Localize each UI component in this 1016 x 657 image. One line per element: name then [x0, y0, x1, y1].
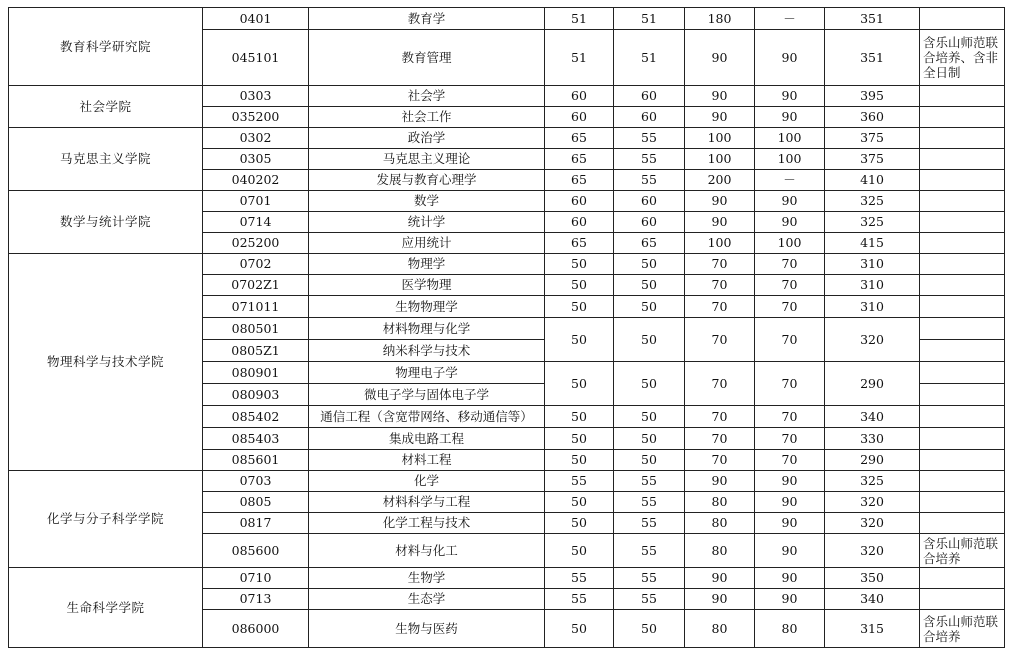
major-name: 教育学 [309, 8, 545, 30]
score-foreign-language: 60 [614, 212, 685, 233]
major-code: 0401 [203, 8, 309, 30]
score-politics: 55 [545, 568, 614, 589]
table-row [9, 128, 1005, 149]
college-cell: 教育科学研究院 [9, 8, 203, 86]
major-name: 数学 [309, 191, 545, 212]
major-code: 035200 [203, 107, 309, 128]
score-foreign-language: 55 [614, 492, 685, 513]
note-cell [920, 254, 1005, 275]
major-code: 0710 [203, 568, 309, 589]
score-subject-2: 90 [755, 568, 825, 589]
major-name: 医学物理 [309, 275, 545, 296]
note-cell [920, 471, 1005, 492]
score-politics: 50 [545, 534, 614, 568]
score-subject-1: 70 [685, 296, 755, 318]
table-row [9, 8, 1005, 30]
table-row [9, 191, 1005, 212]
score-subject-2: 100 [755, 149, 825, 170]
college-cell: 马克思主义学院 [9, 128, 203, 191]
major-name: 教育管理 [309, 30, 545, 86]
note-cell [920, 86, 1005, 107]
score-politics: 65 [545, 170, 614, 191]
score-foreign-language: 50 [614, 610, 685, 648]
major-name: 社会学 [309, 86, 545, 107]
score-subject-2: 70 [755, 275, 825, 296]
note-cell [920, 191, 1005, 212]
note-cell [920, 170, 1005, 191]
score-subject-1: 90 [685, 589, 755, 610]
note-cell [920, 568, 1005, 589]
major-code: 0701 [203, 191, 309, 212]
major-name: 材料与化工 [309, 534, 545, 568]
score-line-table [8, 7, 1005, 648]
score-total: 315 [825, 610, 920, 648]
score-subject-2: － [755, 8, 825, 30]
score-subject-2: 90 [755, 86, 825, 107]
score-subject-1: 80 [685, 492, 755, 513]
score-foreign-language: 50 [614, 450, 685, 471]
major-code: 086000 [203, 610, 309, 648]
score-total: 375 [825, 149, 920, 170]
major-name: 发展与教育心理学 [309, 170, 545, 191]
table-row [9, 86, 1005, 107]
score-total: 290 [825, 362, 920, 406]
college-cell: 物理科学与技术学院 [9, 254, 203, 471]
major-name: 物理学 [309, 254, 545, 275]
score-subject-2: 70 [755, 406, 825, 428]
score-politics: 50 [545, 275, 614, 296]
score-foreign-language: 60 [614, 86, 685, 107]
score-subject-1: 70 [685, 406, 755, 428]
score-foreign-language: 55 [614, 589, 685, 610]
score-politics: 50 [545, 513, 614, 534]
score-subject-2: 90 [755, 492, 825, 513]
college-cell: 数学与统计学院 [9, 191, 203, 254]
score-politics: 51 [545, 8, 614, 30]
score-total: 310 [825, 275, 920, 296]
score-foreign-language: 50 [614, 428, 685, 450]
score-foreign-language: 50 [614, 296, 685, 318]
score-politics: 51 [545, 30, 614, 86]
score-politics: 60 [545, 191, 614, 212]
major-name: 应用统计 [309, 233, 545, 254]
score-foreign-language: 65 [614, 233, 685, 254]
score-foreign-language: 50 [614, 318, 685, 362]
score-total: 395 [825, 86, 920, 107]
score-total: 351 [825, 30, 920, 86]
score-total: 320 [825, 318, 920, 362]
major-code: 080903 [203, 384, 309, 406]
score-foreign-language: 55 [614, 170, 685, 191]
score-total: 325 [825, 191, 920, 212]
college-cell: 社会学院 [9, 86, 203, 128]
note-cell [920, 212, 1005, 233]
major-code: 080901 [203, 362, 309, 384]
score-subject-1: 90 [685, 568, 755, 589]
score-total: 375 [825, 128, 920, 149]
major-name: 物理电子学 [309, 362, 545, 384]
major-code: 0714 [203, 212, 309, 233]
score-total: 320 [825, 492, 920, 513]
table-row [9, 568, 1005, 589]
note-cell [920, 128, 1005, 149]
score-politics: 50 [545, 406, 614, 428]
score-total: 310 [825, 254, 920, 275]
score-foreign-language: 50 [614, 362, 685, 406]
note-cell [920, 296, 1005, 318]
major-code: 0702Z1 [203, 275, 309, 296]
major-name: 生物学 [309, 568, 545, 589]
score-subject-1: 90 [685, 86, 755, 107]
major-name: 生物与医药 [309, 610, 545, 648]
major-name: 材料科学与工程 [309, 492, 545, 513]
score-subject-2: 100 [755, 128, 825, 149]
major-code: 040202 [203, 170, 309, 191]
score-politics: 65 [545, 128, 614, 149]
major-name: 政治学 [309, 128, 545, 149]
score-subject-1: 80 [685, 610, 755, 648]
note-cell: 含乐山师范联合培养 [920, 610, 1005, 648]
note-cell [920, 589, 1005, 610]
score-subject-2: － [755, 170, 825, 191]
score-subject-1: 90 [685, 191, 755, 212]
score-subject-2: 70 [755, 428, 825, 450]
score-subject-1: 80 [685, 513, 755, 534]
note-cell: 含乐山师范联合培养、含非全日制 [920, 30, 1005, 86]
major-name: 纳米科学与技术 [309, 340, 545, 362]
score-subject-1: 100 [685, 149, 755, 170]
note-cell [920, 233, 1005, 254]
table-row [9, 471, 1005, 492]
table-row [9, 254, 1005, 275]
score-politics: 55 [545, 589, 614, 610]
score-total: 360 [825, 107, 920, 128]
score-politics: 65 [545, 149, 614, 170]
college-cell: 化学与分子科学学院 [9, 471, 203, 568]
score-subject-2: 100 [755, 233, 825, 254]
major-name: 通信工程（含宽带网络、移动通信等） [309, 406, 545, 428]
note-cell [920, 492, 1005, 513]
score-subject-2: 80 [755, 610, 825, 648]
major-code: 025200 [203, 233, 309, 254]
major-name: 化学工程与技术 [309, 513, 545, 534]
college-cell: 生命科学学院 [9, 568, 203, 648]
major-code: 085600 [203, 534, 309, 568]
major-name: 微电子学与固体电子学 [309, 384, 545, 406]
score-subject-1: 70 [685, 362, 755, 406]
major-code: 0713 [203, 589, 309, 610]
score-foreign-language: 50 [614, 254, 685, 275]
score-foreign-language: 55 [614, 513, 685, 534]
score-foreign-language: 51 [614, 8, 685, 30]
major-name: 集成电路工程 [309, 428, 545, 450]
major-name: 生态学 [309, 589, 545, 610]
score-foreign-language: 60 [614, 191, 685, 212]
score-subject-2: 90 [755, 534, 825, 568]
note-cell [920, 406, 1005, 428]
score-subject-2: 90 [755, 513, 825, 534]
score-foreign-language: 55 [614, 568, 685, 589]
score-subject-2: 70 [755, 318, 825, 362]
note-cell: 含乐山师范联合培养 [920, 534, 1005, 568]
score-politics: 65 [545, 233, 614, 254]
note-cell [920, 318, 1005, 340]
score-subject-2: 90 [755, 212, 825, 233]
score-total: 350 [825, 568, 920, 589]
note-cell [920, 384, 1005, 406]
major-name: 化学 [309, 471, 545, 492]
note-cell [920, 450, 1005, 471]
note-cell [920, 149, 1005, 170]
score-subject-1: 70 [685, 450, 755, 471]
score-subject-2: 70 [755, 362, 825, 406]
score-total: 351 [825, 8, 920, 30]
score-subject-1: 90 [685, 471, 755, 492]
score-subject-1: 90 [685, 30, 755, 86]
major-code: 080501 [203, 318, 309, 340]
score-politics: 60 [545, 107, 614, 128]
note-cell [920, 428, 1005, 450]
score-total: 325 [825, 212, 920, 233]
score-total: 290 [825, 450, 920, 471]
major-name: 材料工程 [309, 450, 545, 471]
score-total: 415 [825, 233, 920, 254]
major-code: 0805Z1 [203, 340, 309, 362]
note-cell [920, 107, 1005, 128]
score-subject-1: 100 [685, 128, 755, 149]
major-name: 社会工作 [309, 107, 545, 128]
score-politics: 50 [545, 318, 614, 362]
note-cell [920, 513, 1005, 534]
major-name: 马克思主义理论 [309, 149, 545, 170]
score-subject-1: 180 [685, 8, 755, 30]
major-code: 0805 [203, 492, 309, 513]
major-code: 085403 [203, 428, 309, 450]
score-foreign-language: 50 [614, 275, 685, 296]
score-subject-1: 70 [685, 275, 755, 296]
score-subject-2: 70 [755, 254, 825, 275]
score-politics: 50 [545, 254, 614, 275]
score-subject-2: 70 [755, 296, 825, 318]
major-code: 085402 [203, 406, 309, 428]
major-code: 0305 [203, 149, 309, 170]
score-foreign-language: 50 [614, 406, 685, 428]
score-total: 340 [825, 406, 920, 428]
major-code: 0302 [203, 128, 309, 149]
note-cell [920, 362, 1005, 384]
score-subject-1: 70 [685, 318, 755, 362]
major-code: 0303 [203, 86, 309, 107]
score-subject-1: 100 [685, 233, 755, 254]
score-subject-1: 90 [685, 107, 755, 128]
score-total: 340 [825, 589, 920, 610]
score-total: 320 [825, 513, 920, 534]
score-politics: 55 [545, 471, 614, 492]
score-subject-1: 80 [685, 534, 755, 568]
major-code: 071011 [203, 296, 309, 318]
score-subject-1: 70 [685, 428, 755, 450]
score-politics: 60 [545, 86, 614, 107]
major-code: 0817 [203, 513, 309, 534]
score-subject-1: 200 [685, 170, 755, 191]
score-subject-2: 70 [755, 450, 825, 471]
score-foreign-language: 55 [614, 471, 685, 492]
score-subject-2: 90 [755, 471, 825, 492]
score-politics: 60 [545, 212, 614, 233]
score-total: 325 [825, 471, 920, 492]
score-total: 310 [825, 296, 920, 318]
major-code: 085601 [203, 450, 309, 471]
score-foreign-language: 51 [614, 30, 685, 86]
score-foreign-language: 60 [614, 107, 685, 128]
score-subject-2: 90 [755, 30, 825, 86]
major-code: 045101 [203, 30, 309, 86]
score-foreign-language: 55 [614, 149, 685, 170]
score-subject-1: 70 [685, 254, 755, 275]
major-name: 生物物理学 [309, 296, 545, 318]
score-total: 330 [825, 428, 920, 450]
note-cell [920, 8, 1005, 30]
score-foreign-language: 55 [614, 128, 685, 149]
score-subject-2: 90 [755, 589, 825, 610]
major-name: 统计学 [309, 212, 545, 233]
note-cell [920, 275, 1005, 296]
score-politics: 50 [545, 428, 614, 450]
score-total: 320 [825, 534, 920, 568]
score-politics: 50 [545, 610, 614, 648]
score-politics: 50 [545, 296, 614, 318]
score-foreign-language: 55 [614, 534, 685, 568]
score-subject-2: 90 [755, 191, 825, 212]
major-code: 0703 [203, 471, 309, 492]
score-politics: 50 [545, 362, 614, 406]
score-politics: 50 [545, 450, 614, 471]
score-politics: 50 [545, 492, 614, 513]
major-code: 0702 [203, 254, 309, 275]
score-subject-2: 90 [755, 107, 825, 128]
score-subject-1: 90 [685, 212, 755, 233]
score-total: 410 [825, 170, 920, 191]
score-table-container [8, 7, 1005, 648]
major-name: 材料物理与化学 [309, 318, 545, 340]
note-cell [920, 340, 1005, 362]
